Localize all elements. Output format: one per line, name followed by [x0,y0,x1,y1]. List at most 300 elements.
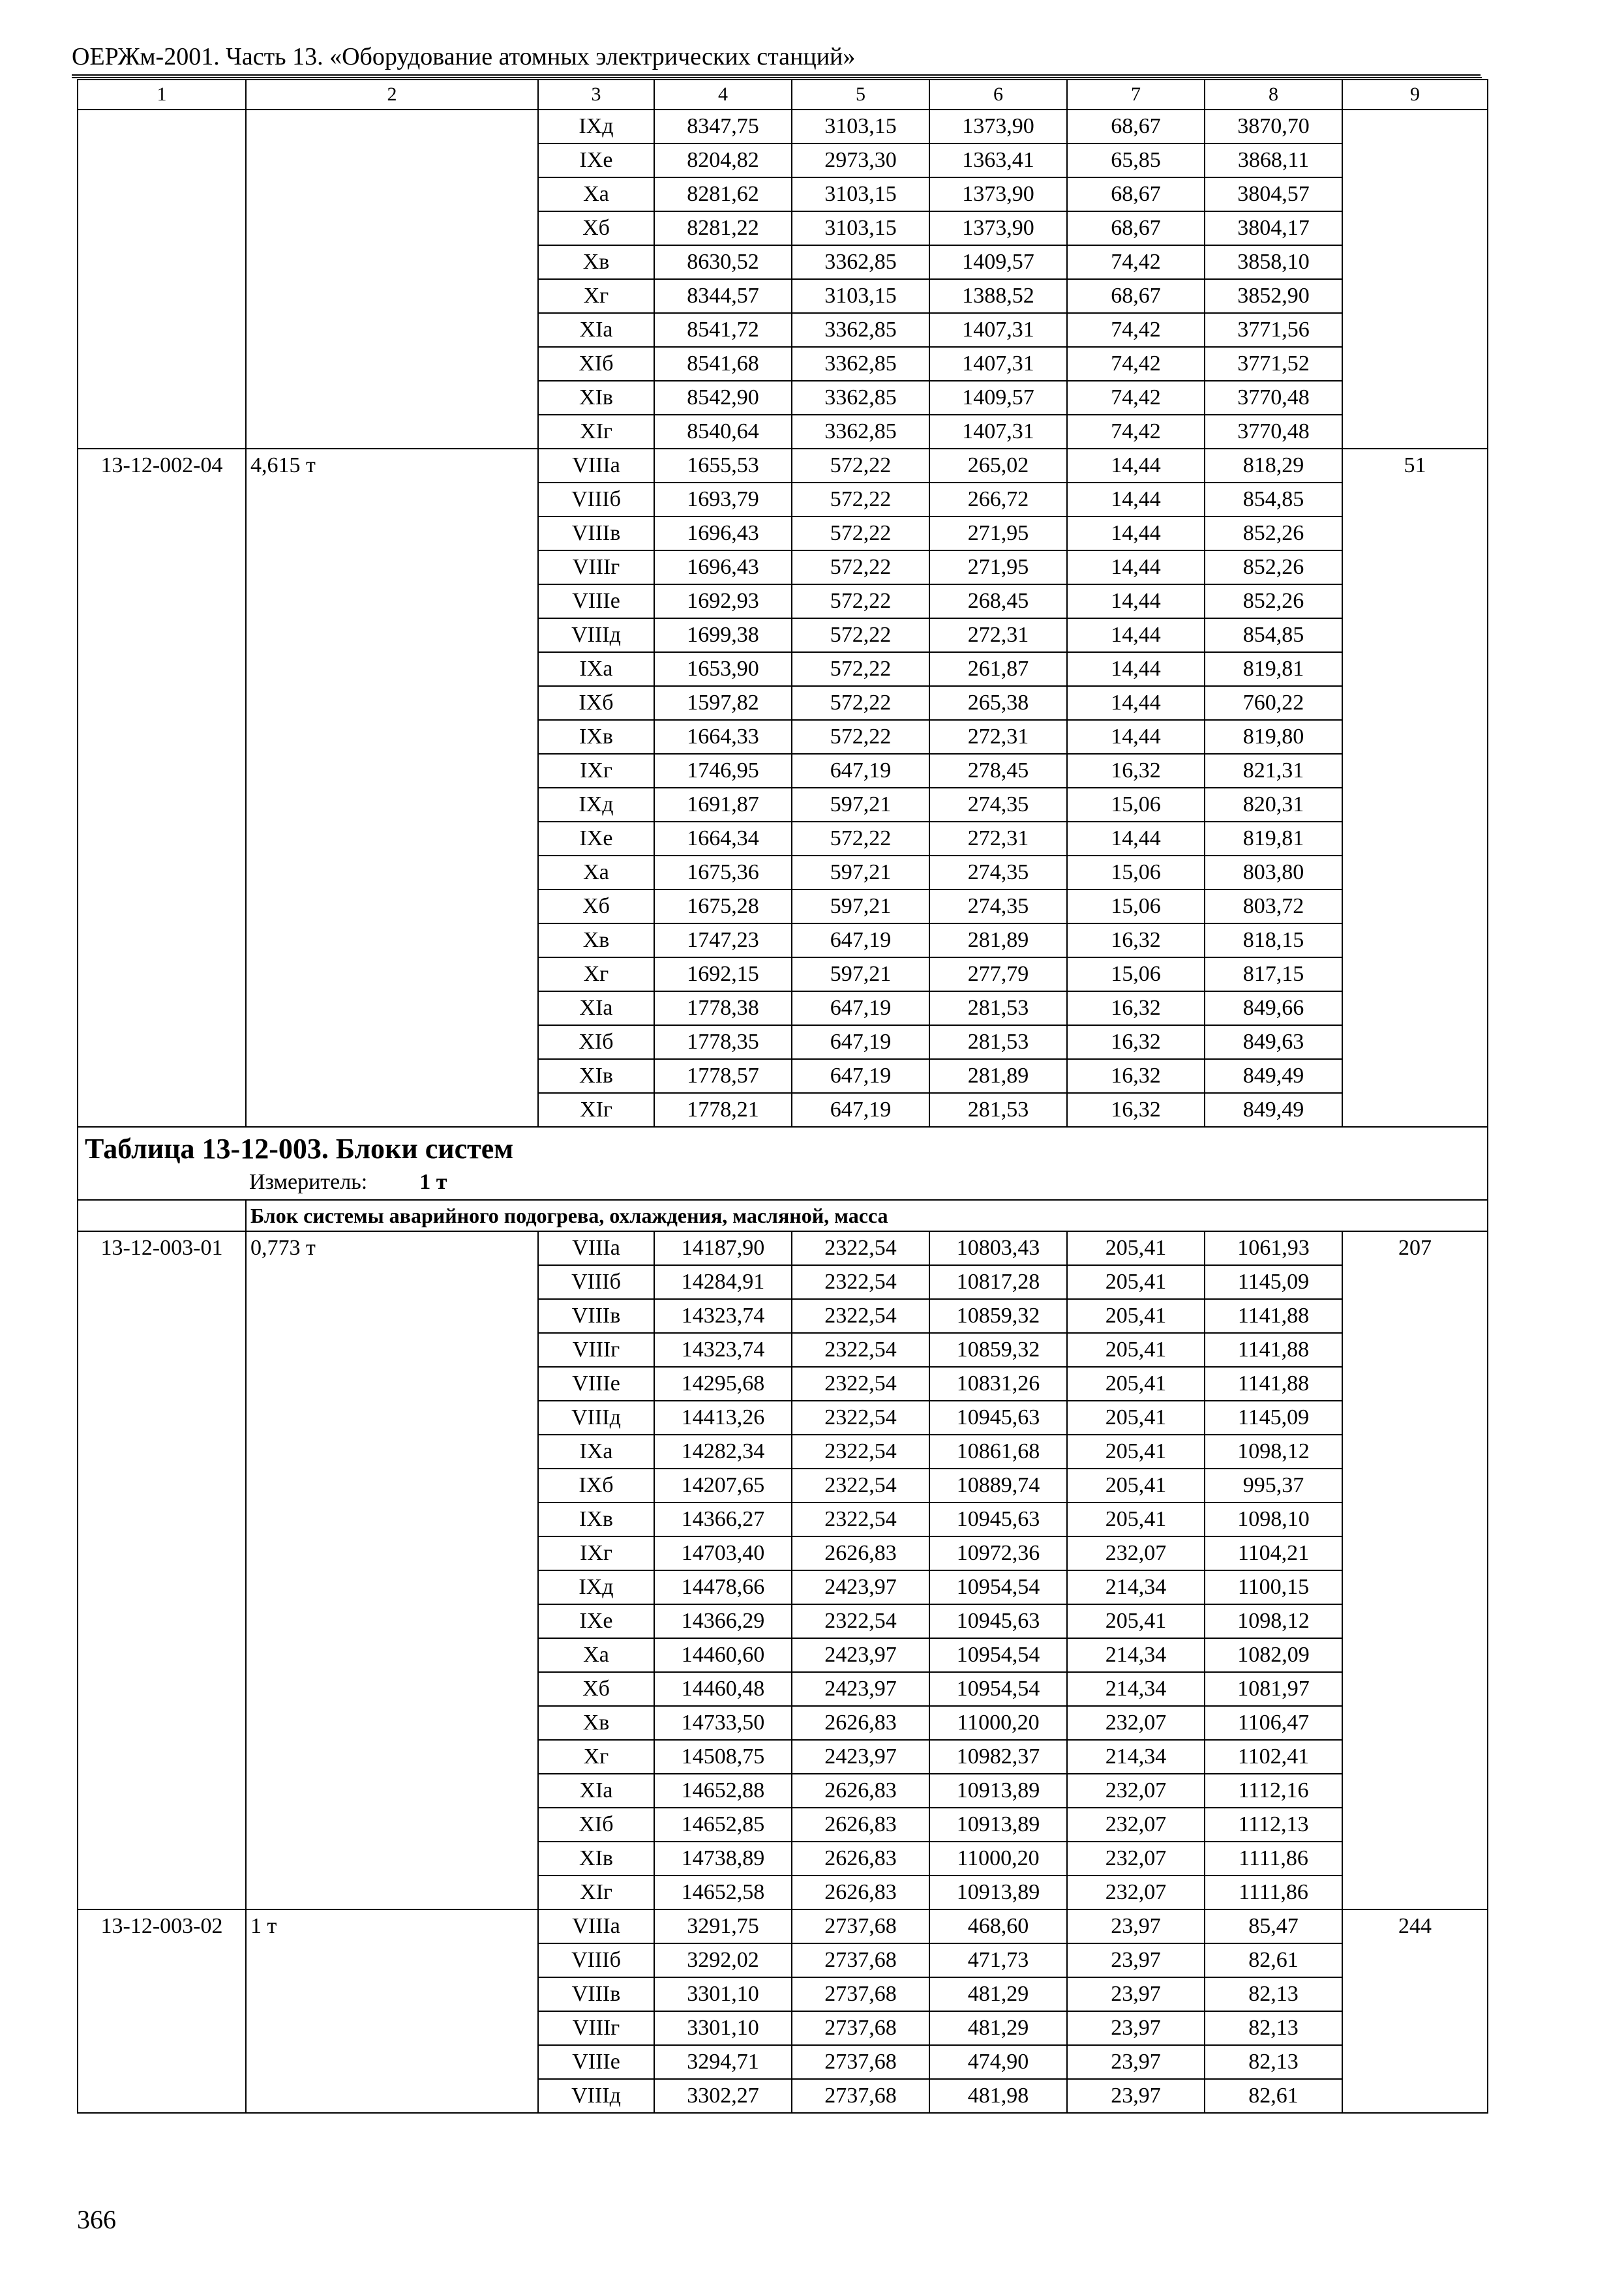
price-value: 481,29 [929,2011,1067,2045]
price-value: 8541,72 [654,313,792,347]
zone-code: VIIIд [538,2079,654,2113]
price-value: 647,19 [792,1093,929,1127]
price-value: 74,42 [1067,313,1205,347]
price-value: 15,06 [1067,788,1205,822]
column-header: 6 [929,80,1067,110]
zone-code: IXд [538,1570,654,1604]
zone-code: IXв [538,1503,654,1536]
price-value: 852,26 [1205,550,1342,584]
price-value: 271,95 [929,550,1067,584]
price-value: 995,37 [1205,1469,1342,1503]
price-value: 205,41 [1067,1265,1205,1299]
price-value: 597,21 [792,957,929,991]
item-code: 13-12-003-02 [78,1909,246,2113]
zone-code: Xг [538,1740,654,1774]
price-value: 14,44 [1067,516,1205,550]
price-value: 3291,75 [654,1909,792,1943]
price-value: 572,22 [792,584,929,618]
column-header: 1 [78,80,246,110]
zone-code: IXe [538,143,654,177]
price-value: 849,49 [1205,1059,1342,1093]
price-value: 3302,27 [654,2079,792,2113]
price-value: 14323,74 [654,1333,792,1367]
price-value: 1778,38 [654,991,792,1025]
page-number: 366 [77,2205,116,2234]
price-value: 2737,68 [792,2011,929,2045]
item-mass: 0,773 т [246,1231,538,1909]
price-value: 854,85 [1205,483,1342,516]
price-value: 1098,10 [1205,1503,1342,1536]
price-value: 818,29 [1205,449,1342,483]
price-value: 2322,54 [792,1469,929,1503]
price-value: 3301,10 [654,1977,792,2011]
zone-code: VIIIв [538,516,654,550]
price-value: 2322,54 [792,1503,929,1536]
col9-value: 244 [1342,1909,1488,2113]
price-value: 2322,54 [792,1435,929,1469]
zone-code: VIIIг [538,550,654,584]
zone-code: VIIIe [538,2045,654,2079]
price-value: 14,44 [1067,822,1205,856]
price-value: 647,19 [792,754,929,788]
price-value: 82,13 [1205,2011,1342,2045]
price-value: 8541,68 [654,347,792,381]
price-value: 647,19 [792,1059,929,1093]
price-value: 10954,54 [929,1570,1067,1604]
price-value: 2737,68 [792,2079,929,2113]
zone-code: Xб [538,890,654,923]
price-value: 2423,97 [792,1672,929,1706]
price-value: 274,35 [929,856,1067,890]
price-value: 3103,15 [792,279,929,313]
column-header: 2 [246,80,538,110]
price-value: 2626,83 [792,1876,929,1909]
price-value: 205,41 [1067,1503,1205,1536]
price-value: 232,07 [1067,1536,1205,1570]
price-value: 852,26 [1205,584,1342,618]
price-value: 1692,93 [654,584,792,618]
price-value: 481,29 [929,1977,1067,2011]
zone-code: VIIIг [538,2011,654,2045]
price-value: 271,95 [929,516,1067,550]
price-value: 3362,85 [792,245,929,279]
zone-code: Xб [538,1672,654,1706]
price-value: 8630,52 [654,245,792,279]
price-value: 10972,36 [929,1536,1067,1570]
price-value: 2322,54 [792,1604,929,1638]
price-value: 274,35 [929,890,1067,923]
price-table [77,79,1488,2114]
price-value: 14460,48 [654,1672,792,1706]
price-value: 14,44 [1067,652,1205,686]
price-value: 10889,74 [929,1469,1067,1503]
item-code: 13-12-003-01 [78,1231,246,1909]
column-header: 8 [1205,80,1342,110]
price-value: 819,81 [1205,822,1342,856]
zone-code: XIa [538,313,654,347]
price-value: 1409,57 [929,381,1067,415]
price-value: 8540,64 [654,415,792,449]
zone-code: Xг [538,957,654,991]
price-value: 82,13 [1205,1977,1342,2011]
price-value: 1081,97 [1205,1672,1342,1706]
zone-code: IXa [538,652,654,686]
price-value: 1778,35 [654,1025,792,1059]
price-value: 572,22 [792,720,929,754]
price-value: 1112,16 [1205,1774,1342,1808]
price-value: 2737,68 [792,1909,929,1943]
price-value: 1407,31 [929,347,1067,381]
price-value: 2322,54 [792,1401,929,1435]
price-value: 1655,53 [654,449,792,483]
zone-code: Xa [538,1638,654,1672]
zone-code: XIв [538,381,654,415]
zone-code: XIб [538,1808,654,1842]
price-value: 1098,12 [1205,1435,1342,1469]
zone-code: IXe [538,1604,654,1638]
price-value: 2322,54 [792,1231,929,1265]
price-value: 1098,12 [1205,1604,1342,1638]
price-value: 14284,91 [654,1265,792,1299]
price-value: 3770,48 [1205,381,1342,415]
price-value: 8281,62 [654,177,792,211]
table-row [78,449,1488,483]
zone-code: VIIIa [538,449,654,483]
zone-code: Xв [538,923,654,957]
price-value: 1373,90 [929,211,1067,245]
price-value: 205,41 [1067,1333,1205,1367]
price-value: 1111,86 [1205,1876,1342,1909]
price-value: 3103,15 [792,177,929,211]
price-value: 268,45 [929,584,1067,618]
zone-code: VIIIв [538,1977,654,2011]
section-heading [78,1127,1488,1200]
price-value: 1409,57 [929,245,1067,279]
zone-code: XIб [538,347,654,381]
price-value: 74,42 [1067,245,1205,279]
price-value: 852,26 [1205,516,1342,550]
price-value: 82,61 [1205,2079,1342,2113]
measure-unit: 1 т [419,1170,447,1194]
price-value: 205,41 [1067,1604,1205,1638]
price-value: 1746,95 [654,754,792,788]
price-value: 2737,68 [792,1943,929,1977]
price-value: 272,31 [929,618,1067,652]
price-value: 281,89 [929,1059,1067,1093]
price-value: 647,19 [792,1025,929,1059]
price-value: 1778,57 [654,1059,792,1093]
price-value: 2626,83 [792,1536,929,1570]
measure-label: Измеритель: [249,1170,368,1194]
price-value: 272,31 [929,720,1067,754]
price-value: 1102,41 [1205,1740,1342,1774]
price-value: 232,07 [1067,1842,1205,1876]
price-value: 3858,10 [1205,245,1342,279]
zone-code: XIв [538,1842,654,1876]
price-value: 10913,89 [929,1808,1067,1842]
price-value: 3103,15 [792,110,929,143]
price-value: 14,44 [1067,483,1205,516]
zone-code: VIIIд [538,618,654,652]
price-value: 647,19 [792,991,929,1025]
price-value: 14703,40 [654,1536,792,1570]
price-value: 261,87 [929,652,1067,686]
price-value: 3294,71 [654,2045,792,2079]
price-value: 82,61 [1205,1943,1342,1977]
item-code: 13-12-002-04 [78,449,246,1127]
price-value: 1675,28 [654,890,792,923]
header-rule [72,77,1482,78]
price-value: 281,53 [929,1093,1067,1127]
price-value: 74,42 [1067,347,1205,381]
price-value: 2322,54 [792,1367,929,1401]
price-value: 1664,34 [654,822,792,856]
section-heading-row [78,1127,1488,1200]
price-value: 572,22 [792,686,929,720]
zone-code: VIIIг [538,1333,654,1367]
table-row [78,1909,1488,1943]
price-value: 1106,47 [1205,1706,1342,1740]
price-value: 572,22 [792,516,929,550]
price-value: 205,41 [1067,1469,1205,1503]
price-value: 3770,48 [1205,415,1342,449]
empty-cell [78,1200,246,1231]
price-value: 14508,75 [654,1740,792,1774]
price-value: 1141,88 [1205,1333,1342,1367]
price-value: 8542,90 [654,381,792,415]
price-value: 232,07 [1067,1774,1205,1808]
price-value: 14652,85 [654,1808,792,1842]
section-title: Таблица 13-12-003. Блоки систем [85,1133,514,1165]
price-value: 820,31 [1205,788,1342,822]
price-value: 23,97 [1067,2079,1205,2113]
price-value: 10913,89 [929,1774,1067,1808]
price-value: 10859,32 [929,1333,1067,1367]
price-value: 68,67 [1067,279,1205,313]
price-value: 2423,97 [792,1638,929,1672]
zone-code: Xб [538,211,654,245]
price-value: 68,67 [1067,110,1205,143]
zone-code: XIa [538,991,654,1025]
zone-code: Xa [538,177,654,211]
price-value: 65,85 [1067,143,1205,177]
price-value: 803,80 [1205,856,1342,890]
price-value: 474,90 [929,2045,1067,2079]
subsection-title: Блок системы аварийного подогрева, охлаждения, масляной, масса [246,1200,1488,1231]
column-header: 3 [538,80,654,110]
price-value: 2322,54 [792,1333,929,1367]
price-value: 10945,63 [929,1401,1067,1435]
zone-code: IXб [538,686,654,720]
item-mass [246,110,538,449]
price-value: 1388,52 [929,279,1067,313]
price-value: 3804,57 [1205,177,1342,211]
zone-code: XIб [538,1025,654,1059]
price-value: 2626,83 [792,1808,929,1842]
price-value: 23,97 [1067,1943,1205,1977]
price-value: 803,72 [1205,890,1342,923]
col9-value: 51 [1342,449,1488,1127]
price-value: 14366,27 [654,1503,792,1536]
price-value: 2423,97 [792,1740,929,1774]
price-value: 2737,68 [792,1977,929,2011]
price-value: 1778,21 [654,1093,792,1127]
price-value: 23,97 [1067,2011,1205,2045]
price-value: 471,73 [929,1943,1067,1977]
price-value: 1111,86 [1205,1842,1342,1876]
price-value: 1145,09 [1205,1401,1342,1435]
price-value: 1061,93 [1205,1231,1342,1265]
price-value: 2322,54 [792,1265,929,1299]
price-value: 572,22 [792,618,929,652]
price-value: 14738,89 [654,1842,792,1876]
zone-code: VIIIв [538,1299,654,1333]
zone-code: Xв [538,1706,654,1740]
price-value: 281,53 [929,1025,1067,1059]
price-value: 597,21 [792,788,929,822]
measure-line [78,1168,1487,1199]
price-value: 849,66 [1205,991,1342,1025]
price-value: 1692,15 [654,957,792,991]
price-value: 819,81 [1205,652,1342,686]
price-value: 10817,28 [929,1265,1067,1299]
price-value: 14460,60 [654,1638,792,1672]
zone-code: VIIIe [538,1367,654,1401]
price-value: 3292,02 [654,1943,792,1977]
zone-code: VIIIa [538,1231,654,1265]
subsection-row [78,1200,1488,1231]
zone-code: IXг [538,754,654,788]
column-number-row [78,80,1488,110]
price-value: 1699,38 [654,618,792,652]
price-value: 214,34 [1067,1740,1205,1774]
price-value: 214,34 [1067,1570,1205,1604]
table-row [78,1231,1488,1265]
price-value: 10859,32 [929,1299,1067,1333]
price-value: 647,19 [792,923,929,957]
price-value: 1100,15 [1205,1570,1342,1604]
price-value: 818,15 [1205,923,1342,957]
price-value: 16,32 [1067,754,1205,788]
zone-code: Xв [538,245,654,279]
price-value: 14478,66 [654,1570,792,1604]
price-value: 277,79 [929,957,1067,991]
zone-code: IXг [538,1536,654,1570]
column-header: 9 [1342,80,1488,110]
price-value: 1082,09 [1205,1638,1342,1672]
price-value: 2626,83 [792,1706,929,1740]
price-value: 572,22 [792,652,929,686]
price-value: 205,41 [1067,1435,1205,1469]
price-value: 23,97 [1067,1977,1205,2011]
zone-code: VIIIб [538,1943,654,1977]
zone-code: XIг [538,415,654,449]
price-value: 14,44 [1067,720,1205,754]
zone-code: XIг [538,1093,654,1127]
price-value: 14295,68 [654,1367,792,1401]
price-value: 821,31 [1205,754,1342,788]
price-value: 232,07 [1067,1876,1205,1909]
item-mass: 4,615 т [246,449,538,1127]
price-value: 23,97 [1067,1909,1205,1943]
column-header: 4 [654,80,792,110]
price-value: 272,31 [929,822,1067,856]
column-header: 7 [1067,80,1205,110]
price-value: 10913,89 [929,1876,1067,1909]
price-value: 15,06 [1067,957,1205,991]
col9-value: 207 [1342,1231,1488,1909]
zone-code: IXд [538,788,654,822]
price-value: 278,45 [929,754,1067,788]
price-value: 3771,52 [1205,347,1342,381]
price-value: 14,44 [1067,686,1205,720]
price-value: 266,72 [929,483,1067,516]
price-value: 11000,20 [929,1842,1067,1876]
price-value: 1691,87 [654,788,792,822]
price-value: 14366,29 [654,1604,792,1638]
price-value: 3852,90 [1205,279,1342,313]
price-value: 10831,26 [929,1367,1067,1401]
price-value: 14323,74 [654,1299,792,1333]
price-value: 3868,11 [1205,143,1342,177]
col9-value [1342,110,1488,449]
price-value: 854,85 [1205,618,1342,652]
price-value: 205,41 [1067,1401,1205,1435]
price-value: 2973,30 [792,143,929,177]
price-value: 74,42 [1067,381,1205,415]
price-value: 1407,31 [929,415,1067,449]
price-value: 274,35 [929,788,1067,822]
price-value: 597,21 [792,856,929,890]
price-value: 14652,88 [654,1774,792,1808]
price-value: 3362,85 [792,347,929,381]
price-value: 2626,83 [792,1774,929,1808]
price-value: 205,41 [1067,1299,1205,1333]
price-value: 2423,97 [792,1570,929,1604]
price-value: 1696,43 [654,550,792,584]
price-value: 1373,90 [929,110,1067,143]
price-value: 10982,37 [929,1740,1067,1774]
price-value: 3804,17 [1205,211,1342,245]
zone-code: IXв [538,720,654,754]
zone-code: Xa [538,856,654,890]
price-value: 3103,15 [792,211,929,245]
price-value: 1597,82 [654,686,792,720]
price-value: 1145,09 [1205,1265,1342,1299]
price-value: 1363,41 [929,143,1067,177]
price-value: 1693,79 [654,483,792,516]
price-value: 1373,90 [929,177,1067,211]
price-value: 481,98 [929,2079,1067,2113]
price-value: 10803,43 [929,1231,1067,1265]
zone-code: XIг [538,1876,654,1909]
item-code [78,110,246,449]
price-value: 14733,50 [654,1706,792,1740]
zone-code: VIIIд [538,1401,654,1435]
price-value: 849,49 [1205,1093,1342,1127]
column-header: 5 [792,80,929,110]
price-value: 1141,88 [1205,1367,1342,1401]
price-value: 16,32 [1067,991,1205,1025]
price-value: 232,07 [1067,1706,1205,1740]
price-value: 10954,54 [929,1638,1067,1672]
price-value: 760,22 [1205,686,1342,720]
price-value: 14,44 [1067,550,1205,584]
table-row [78,110,1488,143]
price-value: 1653,90 [654,652,792,686]
price-value: 1407,31 [929,313,1067,347]
price-value: 214,34 [1067,1638,1205,1672]
